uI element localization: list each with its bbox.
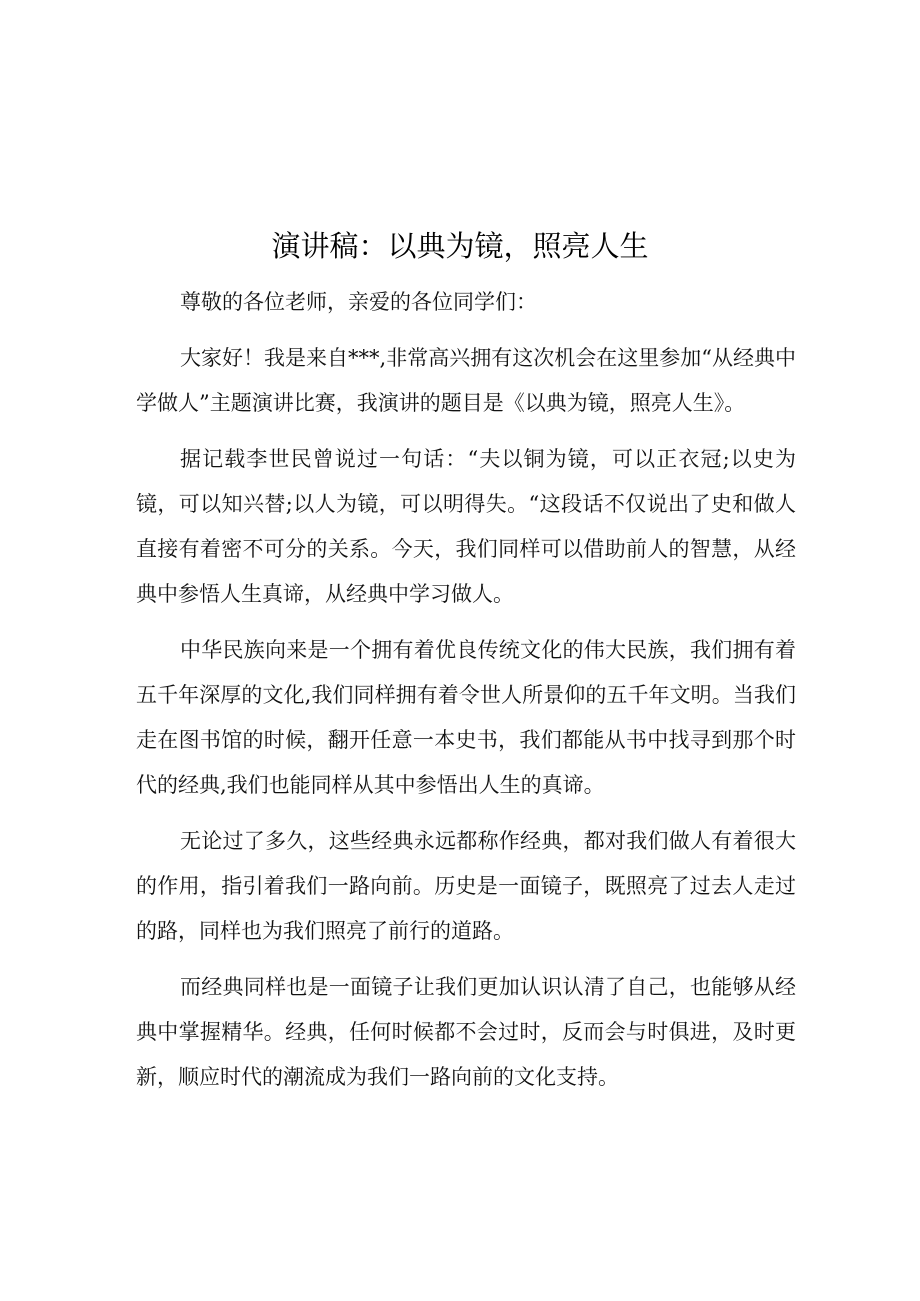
- paragraph-quote: 据记载李世民曾说过一句话：“夫以铜为镜，可以正衣冠;以史为镜，可以知兴替;以人为镜，可以明得失。“这段话不仅说出了史和做人直接有着密不可分的关系。今天，我们同样可以借助前人的智慧，从经典中参悟人生真谛，从经典中学习做人。: [136, 447, 796, 606]
- paragraph-salutation: 尊敬的各位老师，亲爱的各位同学们：: [180, 290, 537, 314]
- paragraph-classics-mirror: 而经典同样也是一面镜子让我们更加认识认清了自己，也能够从经典中掌握精华。经典，任何时候都不会过时，反而会与时俱进，及时更新，顺应时代的潮流成为我们一路向前的文化支持。: [136, 975, 796, 1089]
- paragraph-history-mirror: 无论过了多久，这些经典永远都称作经典，都对我们做人有着很大的作用，指引着我们一路向前。历史是一面镜子，既照亮了过去人走过的路，同样也为我们照亮了前行的道路。: [136, 829, 796, 943]
- paragraph-civilization: 中华民族向来是一个拥有着优良传统文化的伟大民族，我们拥有着五千年深厚的文化,我们同样拥有着令世人所景仰的五千年文明。当我们走在图书馆的时候，翻开任意一本史书，我们都能从书中找寻到那个时代的经典,我们也能同样从其中参悟出人生的真谛。: [136, 638, 796, 797]
- paragraph-intro: 大家好！我是来自***,非常高兴拥有这次机会在这里参加“从经典中学做人”主题演讲比赛，我演讲的题目是《以典为镜，照亮人生》。: [136, 346, 796, 415]
- document-body: [136, 280, 796, 1111]
- document-title: 演讲稿：以典为镜，照亮人生: [271, 229, 649, 263]
